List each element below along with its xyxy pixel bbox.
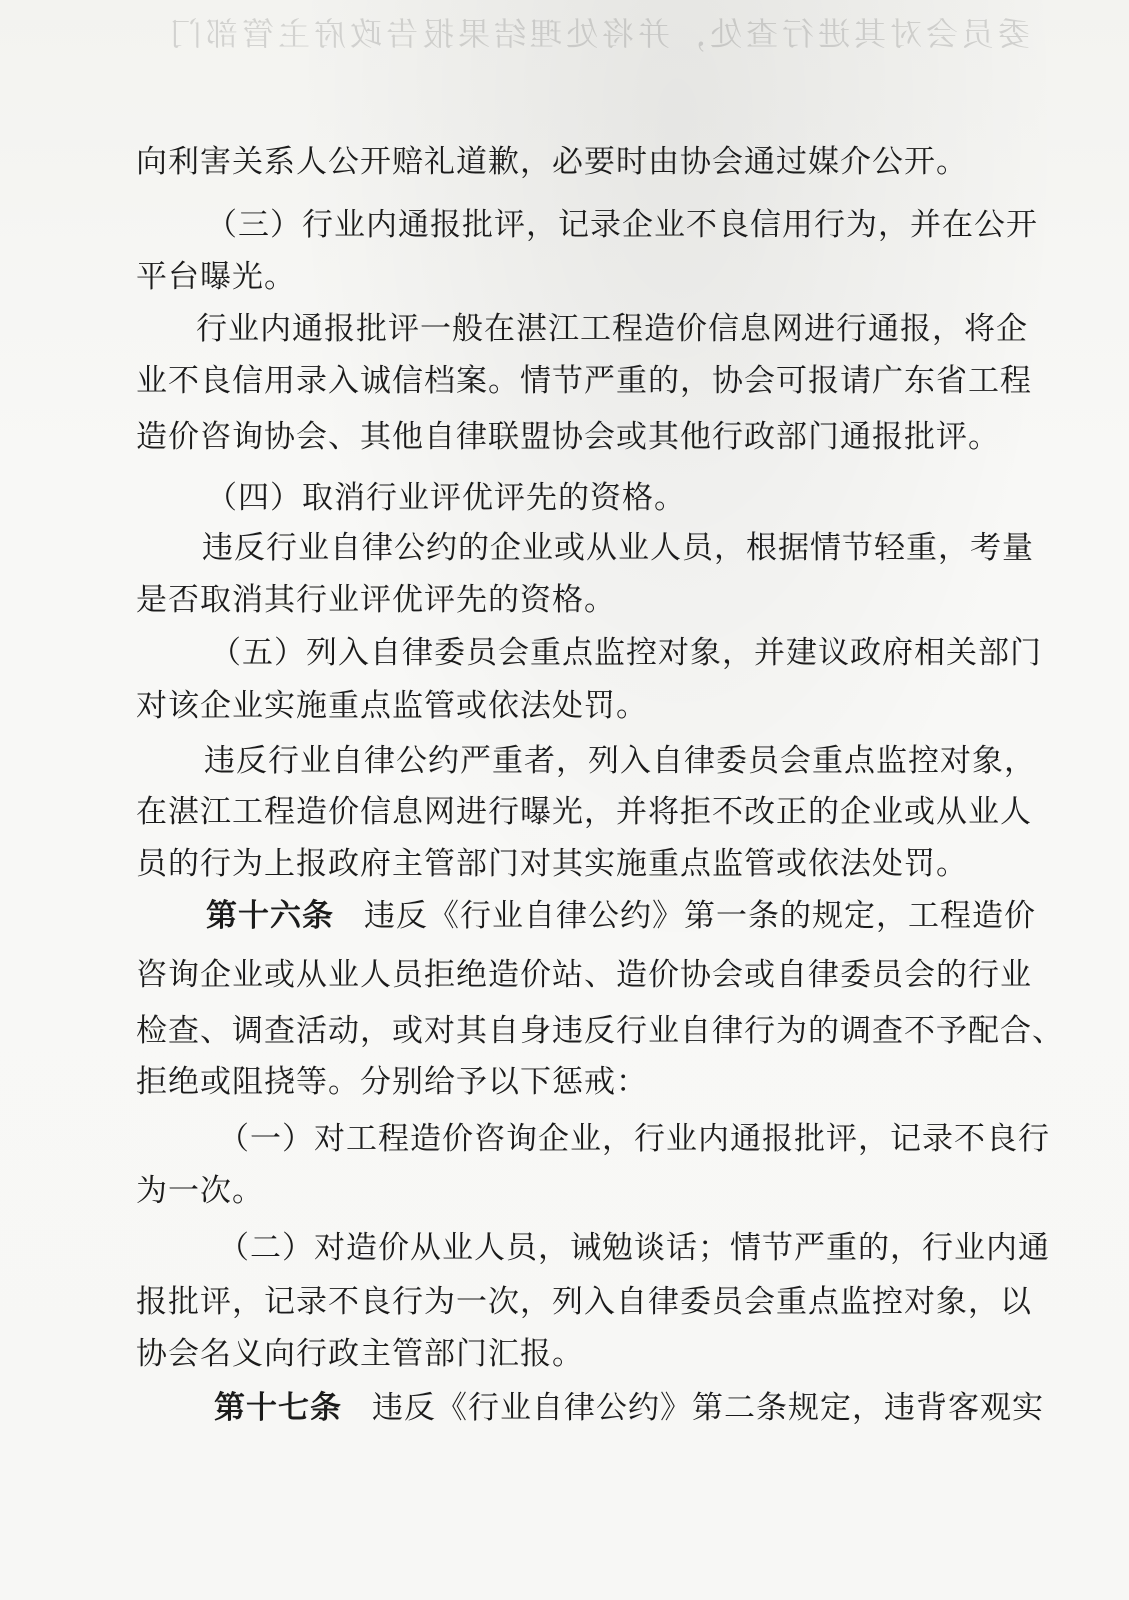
article-16-text: 违反《行业自律公约》第一条的规定，工程造价 bbox=[364, 898, 1036, 934]
clause-five: （五）列入自律委员会重点监控对象，并建议政府相关部门 bbox=[210, 635, 1042, 671]
text-line: 是否取消其行业评优评先的资格。 bbox=[136, 582, 616, 618]
text-line: 员的行为上报政府主管部门对其实施重点监管或依法处罚。 bbox=[136, 846, 968, 882]
clause-four: （四）取消行业评优评先的资格。 bbox=[206, 480, 686, 516]
clause-one: （一）对工程造价咨询企业，行业内通报批评，记录不良行 bbox=[218, 1121, 1050, 1157]
article-17-heading: 第十七条 bbox=[214, 1390, 342, 1426]
text-line: 在湛江工程造价信息网进行曝光，并将拒不改正的企业或从业人 bbox=[136, 794, 1032, 830]
text-line: 平台曝光。 bbox=[136, 259, 296, 295]
article-16-heading: 第十六条 bbox=[206, 898, 334, 934]
text-line: 拒绝或阻挠等。分别给予以下惩戒： bbox=[136, 1064, 648, 1100]
text-line: 检查、调查活动，或对其自身违反行业自律行为的调查不予配合、 bbox=[136, 1013, 1064, 1049]
text-line: 咨询企业或从业人员拒绝造价站、造价协会或自律委员会的行业 bbox=[136, 957, 1032, 993]
text-line: 违反行业自律公约严重者，列入自律委员会重点监控对象， bbox=[204, 743, 1036, 779]
text-line: 协会名义向行政主管部门汇报。 bbox=[136, 1336, 584, 1372]
text-line: 造价咨询协会、其他自律联盟协会或其他行政部门通报批评。 bbox=[136, 419, 1000, 455]
text-line: 向利害关系人公开赔礼道歉，必要时由协会通过媒介公开。 bbox=[136, 144, 968, 180]
text-line: 对该企业实施重点监管或依法处罚。 bbox=[136, 688, 648, 724]
article-17 bbox=[214, 1388, 1044, 1428]
text-line: 报批评，记录不良行为一次，列入自律委员会重点监控对象，以 bbox=[136, 1284, 1032, 1320]
show-through-text: 委员会对其进行查处，并将处理结果报告政府主管部门 bbox=[165, 15, 1030, 53]
text-line: 违反行业自律公约的企业或从业人员，根据情节轻重，考量 bbox=[202, 530, 1034, 566]
clause-two: （二）对造价从业人员，诫勉谈话；情节严重的，行业内通 bbox=[218, 1230, 1050, 1266]
text-line: 行业内通报批评一般在湛江工程造价信息网进行通报，将企 bbox=[196, 311, 1028, 347]
text-line: 为一次。 bbox=[136, 1173, 264, 1209]
article-17-text: 违反《行业自律公约》第二条规定，违背客观实 bbox=[372, 1390, 1044, 1426]
text-line: 业不良信用录入诚信档案。情节严重的，协会可报请广东省工程 bbox=[136, 363, 1032, 399]
article-16 bbox=[206, 896, 1036, 936]
clause-three: （三）行业内通报批评，记录企业不良信用行为，并在公开 bbox=[206, 207, 1038, 243]
